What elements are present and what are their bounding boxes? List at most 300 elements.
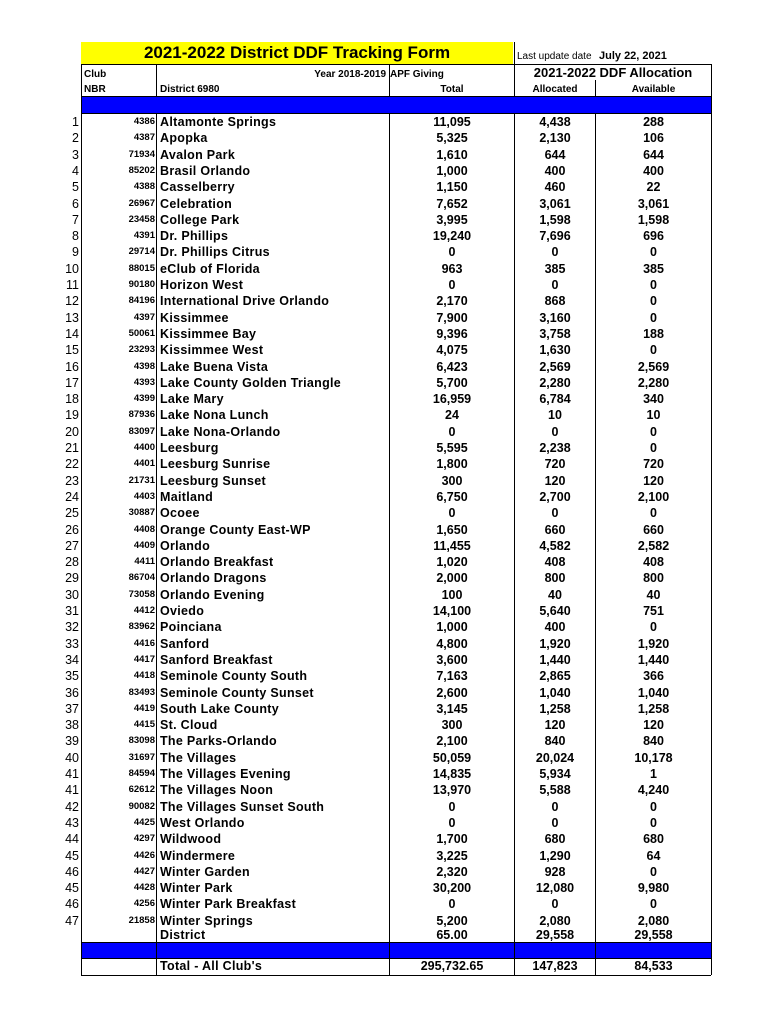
- row-index: 3: [72, 147, 79, 162]
- club-total: 7,900: [436, 310, 468, 325]
- district-row: [0, 927, 770, 943]
- club-total: 5,325: [436, 131, 468, 146]
- club-total: 2,100: [436, 734, 468, 749]
- club-allocated: 2,280: [539, 375, 571, 390]
- club-name: Altamonte Springs: [160, 115, 277, 129]
- club-total: 2,600: [436, 685, 468, 700]
- club-number: 86704: [128, 572, 155, 584]
- club-total: 0: [448, 897, 456, 912]
- club-available: 0: [650, 799, 657, 814]
- club-allocated: 408: [544, 555, 566, 570]
- club-name: Wildwood: [160, 832, 222, 847]
- club-number: 4408: [133, 523, 155, 535]
- table-row: [0, 782, 770, 798]
- club-available: 10: [646, 408, 661, 423]
- club-name: College Park: [160, 212, 240, 227]
- club-name: Dr. Phillips Citrus: [160, 245, 270, 260]
- row-index: 10: [65, 261, 79, 276]
- grand-total-name: Total - All Club's: [160, 959, 263, 973]
- table-row: [0, 473, 770, 489]
- club-name: Winter Garden: [160, 864, 250, 879]
- club-name: Brasil Orlando: [160, 163, 251, 178]
- club-number: 4403: [133, 490, 155, 502]
- club-total: 0: [448, 506, 456, 521]
- club-total: 13,970: [432, 783, 472, 798]
- row-index: 35: [65, 669, 79, 684]
- row-index: 46: [65, 897, 79, 912]
- last-update-label: Last update date: [517, 51, 592, 62]
- club-number: 4416: [133, 637, 155, 649]
- club-number: 4397: [133, 311, 155, 323]
- club-available: 840: [643, 734, 664, 749]
- club-label: Club: [84, 69, 107, 80]
- club-available: 0: [650, 245, 657, 260]
- table-row: [0, 717, 770, 733]
- table-row: [0, 815, 770, 831]
- row-index: 13: [65, 310, 79, 325]
- club-allocated: 40: [548, 587, 562, 602]
- club-name: Poinciana: [160, 620, 222, 635]
- club-total: 300: [441, 718, 463, 733]
- club-total: 1,800: [436, 457, 468, 472]
- row-index: 21: [65, 441, 79, 455]
- club-number: 84196: [128, 295, 155, 307]
- club-allocated: 0: [551, 506, 559, 521]
- club-name: Winter Park Breakfast: [160, 897, 297, 912]
- club-allocated: 1,440: [539, 652, 571, 667]
- club-allocated: 1,040: [539, 685, 571, 700]
- club-allocated: 12,080: [535, 881, 575, 896]
- club-name: Kissimmee: [160, 310, 229, 325]
- table-row: [0, 456, 770, 472]
- club-number: 4415: [133, 719, 155, 731]
- row-index: 4: [72, 163, 79, 178]
- club-available: 22: [646, 180, 661, 195]
- club-available: 2,569: [637, 359, 670, 374]
- club-name: Lake Buena Vista: [160, 359, 269, 374]
- club-number: 4409: [133, 539, 155, 551]
- row-index: 22: [65, 457, 79, 472]
- club-total: 1,150: [436, 180, 468, 195]
- grand-total-total: 295,732.65: [420, 959, 484, 973]
- table-row: [0, 147, 770, 163]
- club-name: Lake Nona-Orlando: [160, 424, 281, 439]
- row-index: 37: [65, 701, 79, 716]
- club-total: 100: [441, 587, 463, 602]
- club-total: 24: [445, 408, 459, 423]
- table-row: [0, 114, 770, 130]
- club-number: 4388: [133, 181, 155, 193]
- year-label: Year 2018-2019: [314, 69, 386, 80]
- club-available: 4,240: [637, 783, 670, 798]
- club-available: 0: [650, 310, 657, 325]
- club-available: 1: [650, 767, 657, 781]
- total-column-header: Total: [440, 84, 464, 95]
- club-allocated: 120: [544, 473, 566, 488]
- club-name: The Villages Sunset South: [160, 799, 325, 814]
- grand-total-allocated: 147,823: [532, 959, 578, 973]
- club-allocated: 400: [544, 620, 566, 635]
- club-name: Sanford: [160, 636, 210, 651]
- club-number: 4425: [133, 816, 155, 828]
- club-total: 11,455: [433, 538, 471, 553]
- club-name: Orange County East-WP: [160, 522, 311, 537]
- club-available: 0: [650, 897, 657, 912]
- table-row: [0, 440, 770, 456]
- row-index: 42: [65, 799, 79, 814]
- club-number: 4400: [133, 442, 155, 453]
- table-row: [0, 407, 770, 423]
- club-available: 1,598: [637, 212, 670, 227]
- club-number: 4411: [134, 556, 155, 568]
- club-available: 1,258: [637, 701, 670, 716]
- table-row: [0, 880, 770, 896]
- district-row-allocated: 29,558: [535, 928, 575, 942]
- club-allocated: 680: [544, 832, 566, 847]
- club-total: 4,800: [436, 636, 468, 651]
- club-total: 30,200: [432, 881, 472, 896]
- club-number: 4419: [133, 702, 155, 714]
- club-number: 4393: [133, 376, 155, 388]
- club-available: 0: [650, 343, 657, 358]
- club-total: 3,145: [436, 701, 468, 716]
- club-allocated: 4,438: [539, 115, 571, 129]
- club-allocated: 3,160: [539, 310, 571, 325]
- club-total: 300: [441, 473, 463, 488]
- club-name: West Orlando: [160, 815, 245, 830]
- club-available: 2,582: [637, 538, 670, 553]
- club-name: Seminole County South: [160, 669, 308, 684]
- club-allocated: 0: [551, 799, 559, 814]
- row-index: 19: [65, 408, 79, 423]
- table-row: [0, 668, 770, 684]
- table-row: [0, 212, 770, 228]
- club-available: 400: [643, 163, 664, 178]
- table-row: [0, 424, 770, 440]
- table-row: [0, 261, 770, 277]
- club-available: 1,040: [637, 685, 670, 700]
- club-number: 90082: [128, 800, 155, 812]
- club-total: 50,059: [432, 750, 472, 765]
- club-name: Orlando: [160, 538, 211, 553]
- club-allocated: 800: [544, 571, 566, 586]
- table-row: [0, 896, 770, 912]
- table-row: [0, 750, 770, 766]
- club-available: 644: [643, 147, 664, 162]
- club-number: 73058: [128, 588, 155, 600]
- club-number: 85202: [128, 164, 155, 176]
- club-available: 120: [643, 473, 664, 488]
- club-allocated: 4,582: [539, 538, 571, 553]
- table-row: [0, 554, 770, 570]
- grid-line: [81, 975, 711, 976]
- club-allocated: 2,238: [539, 441, 571, 455]
- row-index: 2: [72, 131, 79, 146]
- club-number: 31697: [128, 751, 155, 763]
- club-total: 6,750: [436, 489, 468, 504]
- club-name: Avalon Park: [160, 147, 236, 162]
- club-total: 1,610: [436, 147, 468, 162]
- table-row: [0, 570, 770, 586]
- club-number: 84594: [128, 768, 155, 779]
- club-total: 2,170: [436, 294, 468, 309]
- club-total: 0: [448, 245, 456, 260]
- club-name: Maitland: [160, 489, 214, 504]
- club-name: Sanford Breakfast: [160, 652, 273, 667]
- row-index: 39: [65, 734, 79, 749]
- table-row: [0, 196, 770, 212]
- row-index: 44: [65, 832, 79, 847]
- club-allocated: 1,290: [539, 848, 571, 863]
- club-number: 4297: [133, 833, 155, 845]
- club-allocated: 6,784: [539, 392, 571, 407]
- grid-line: [389, 64, 390, 97]
- row-index: 41: [65, 783, 79, 798]
- club-allocated: 460: [544, 180, 566, 195]
- club-allocated: 1,920: [539, 636, 571, 651]
- club-number: 23293: [128, 344, 155, 356]
- footer-blue-band: [81, 942, 711, 958]
- club-total: 3,225: [436, 848, 468, 863]
- table-row: [0, 848, 770, 864]
- club-available: 660: [643, 522, 664, 537]
- row-index: 46: [65, 864, 79, 879]
- table-row: [0, 179, 770, 195]
- club-available: 1,920: [637, 636, 670, 651]
- table-row: [0, 310, 770, 326]
- club-name: Seminole County Sunset: [160, 685, 314, 700]
- club-name: The Villages Evening: [160, 767, 291, 781]
- table-row: [0, 244, 770, 260]
- row-index: 41: [65, 767, 79, 781]
- club-available: 0: [650, 620, 657, 635]
- row-index: 40: [65, 750, 79, 765]
- club-total: 963: [441, 261, 463, 276]
- club-total: 0: [448, 278, 456, 292]
- club-available: 0: [650, 424, 657, 439]
- table-row: [0, 636, 770, 652]
- allocated-column-header: Allocated: [532, 84, 578, 95]
- club-total: 14,835: [432, 767, 472, 781]
- club-allocated: 644: [544, 147, 566, 162]
- club-allocated: 1,630: [539, 343, 571, 358]
- club-available: 0: [650, 294, 657, 309]
- club-number: 71934: [128, 148, 155, 160]
- club-available: 9,980: [637, 881, 670, 896]
- table-row: [0, 293, 770, 309]
- club-available: 1,440: [637, 652, 670, 667]
- club-number: 88015: [128, 262, 155, 274]
- row-index: 45: [65, 848, 79, 863]
- club-name: Lake Nona Lunch: [160, 408, 269, 423]
- row-index: 20: [65, 424, 79, 439]
- club-name: Lake Mary: [160, 392, 224, 407]
- row-index: 30: [65, 587, 79, 602]
- row-index: 28: [65, 555, 79, 570]
- club-number: 4399: [133, 393, 155, 405]
- club-number: 62612: [128, 784, 155, 796]
- club-total: 3,600: [436, 652, 468, 667]
- table-row: [0, 603, 770, 619]
- row-index: 7: [72, 212, 79, 227]
- club-number: 4417: [133, 653, 155, 665]
- club-total: 5,700: [436, 375, 468, 390]
- grid-line: [595, 80, 596, 97]
- table-row: [0, 489, 770, 505]
- club-allocated: 1,258: [539, 701, 571, 716]
- club-allocated: 3,061: [539, 196, 571, 211]
- club-available: 0: [650, 815, 657, 830]
- allocation-title: 2021-2022 DDF Allocation: [533, 65, 693, 80]
- club-available: 106: [643, 131, 664, 146]
- club-name: International Drive Orlando: [160, 294, 330, 309]
- club-name: Winter Springs: [160, 913, 253, 928]
- row-index: 31: [65, 604, 79, 618]
- row-index: 45: [65, 881, 79, 896]
- club-total: 1,000: [436, 163, 468, 178]
- club-name: Orlando Evening: [160, 587, 265, 602]
- club-allocated: 0: [551, 245, 559, 260]
- grid-line: [514, 42, 515, 97]
- club-total: 3,995: [436, 212, 468, 227]
- club-name: Horizon West: [160, 278, 244, 292]
- club-number: 4387: [133, 132, 155, 144]
- row-index: 17: [65, 375, 79, 390]
- row-index: 1: [72, 115, 79, 129]
- row-index: 34: [65, 652, 79, 667]
- club-number: 4418: [133, 670, 155, 682]
- club-number: 21731: [128, 474, 155, 486]
- grid-line: [156, 64, 157, 97]
- table-row: [0, 163, 770, 179]
- club-available: 120: [643, 718, 664, 733]
- club-name: Leesburg Sunset: [160, 473, 266, 488]
- club-allocated: 2,700: [539, 489, 571, 504]
- club-allocated: 2,080: [539, 913, 571, 928]
- club-total: 5,595: [436, 441, 468, 455]
- club-available: 0: [650, 506, 657, 521]
- club-available: 800: [643, 571, 664, 586]
- club-total: 14,100: [432, 604, 472, 618]
- club-available: 680: [643, 832, 664, 847]
- club-number: 21858: [128, 914, 155, 926]
- club-name: Apopka: [160, 131, 208, 146]
- club-available: 2,100: [637, 489, 670, 504]
- club-number: 4426: [133, 849, 155, 861]
- row-index: 33: [65, 636, 79, 651]
- club-number: 29714: [128, 246, 155, 258]
- club-allocated: 2,569: [539, 359, 571, 374]
- table-row: [0, 359, 770, 375]
- club-number: 4256: [133, 898, 155, 910]
- row-index: 14: [65, 326, 79, 341]
- row-index: 38: [65, 718, 79, 733]
- form-title: 2021-2022 District DDF Tracking Form: [81, 42, 513, 64]
- club-available: 188: [643, 326, 664, 341]
- club-total: 0: [448, 424, 456, 439]
- row-index: 9: [72, 245, 79, 260]
- club-available: 3,061: [637, 196, 670, 211]
- club-total: 1,000: [436, 620, 468, 635]
- apf-giving-label: APF Giving: [390, 69, 444, 80]
- club-number: 4428: [133, 882, 155, 894]
- row-index: 16: [65, 359, 79, 374]
- club-available: 408: [643, 555, 664, 570]
- club-number: 23458: [128, 213, 155, 225]
- club-available: 288: [643, 115, 664, 129]
- club-name: Ocoee: [160, 506, 200, 521]
- table-row: [0, 652, 770, 668]
- club-name: The Parks-Orlando: [160, 734, 277, 749]
- club-name: Kissimmee Bay: [160, 326, 257, 341]
- table-row: [0, 522, 770, 538]
- club-allocated: 400: [544, 163, 566, 178]
- grand-total-row: [0, 958, 770, 974]
- table-row: [0, 701, 770, 717]
- club-total: 1,650: [436, 522, 468, 537]
- club-name: Leesburg: [160, 441, 219, 455]
- club-total: 11,095: [433, 115, 471, 129]
- club-total: 7,652: [436, 196, 468, 211]
- club-number: 83493: [128, 686, 155, 698]
- club-allocated: 840: [544, 734, 566, 749]
- club-available: 2,280: [637, 375, 670, 390]
- club-available: 340: [643, 392, 664, 407]
- club-number: 26967: [128, 197, 155, 209]
- club-available: 696: [643, 229, 664, 244]
- club-name: The Villages: [160, 750, 237, 765]
- club-allocated: 120: [544, 718, 566, 733]
- club-allocated: 20,024: [535, 750, 575, 765]
- club-allocated: 7,696: [539, 229, 571, 244]
- club-available: 366: [643, 669, 664, 684]
- row-index: 47: [65, 913, 79, 928]
- table-row: [0, 864, 770, 880]
- row-index: 12: [65, 294, 79, 309]
- grid-line: [81, 64, 711, 65]
- grand-total-available: 84,533: [634, 959, 673, 973]
- club-name: St. Cloud: [160, 718, 218, 733]
- club-allocated: 868: [544, 294, 566, 309]
- club-name: Orlando Breakfast: [160, 555, 274, 570]
- club-total: 6,423: [436, 359, 468, 374]
- club-available: 0: [650, 441, 657, 455]
- club-name: Winter Park: [160, 881, 233, 896]
- row-index: 43: [65, 815, 79, 830]
- row-index: 18: [65, 392, 79, 407]
- club-total: 0: [448, 799, 456, 814]
- last-update-date: July 22, 2021: [599, 50, 667, 62]
- table-row: [0, 799, 770, 815]
- table-row: [0, 538, 770, 554]
- club-available: 720: [643, 457, 664, 472]
- club-allocated: 10: [548, 408, 562, 423]
- table-row: [0, 619, 770, 635]
- table-row: [0, 277, 770, 293]
- club-total: 16,959: [432, 392, 472, 407]
- club-total: 9,396: [436, 326, 468, 341]
- club-number: 30887: [128, 507, 155, 519]
- club-name: Celebration: [160, 196, 233, 211]
- club-name: Orlando Dragons: [160, 571, 267, 586]
- row-index: 11: [66, 278, 79, 292]
- club-allocated: 0: [551, 278, 559, 292]
- club-available: 40: [646, 587, 661, 602]
- row-index: 27: [65, 538, 79, 553]
- district-row-available: 29,558: [634, 928, 673, 942]
- club-allocated: 385: [544, 261, 566, 276]
- club-name: South Lake County: [160, 701, 279, 716]
